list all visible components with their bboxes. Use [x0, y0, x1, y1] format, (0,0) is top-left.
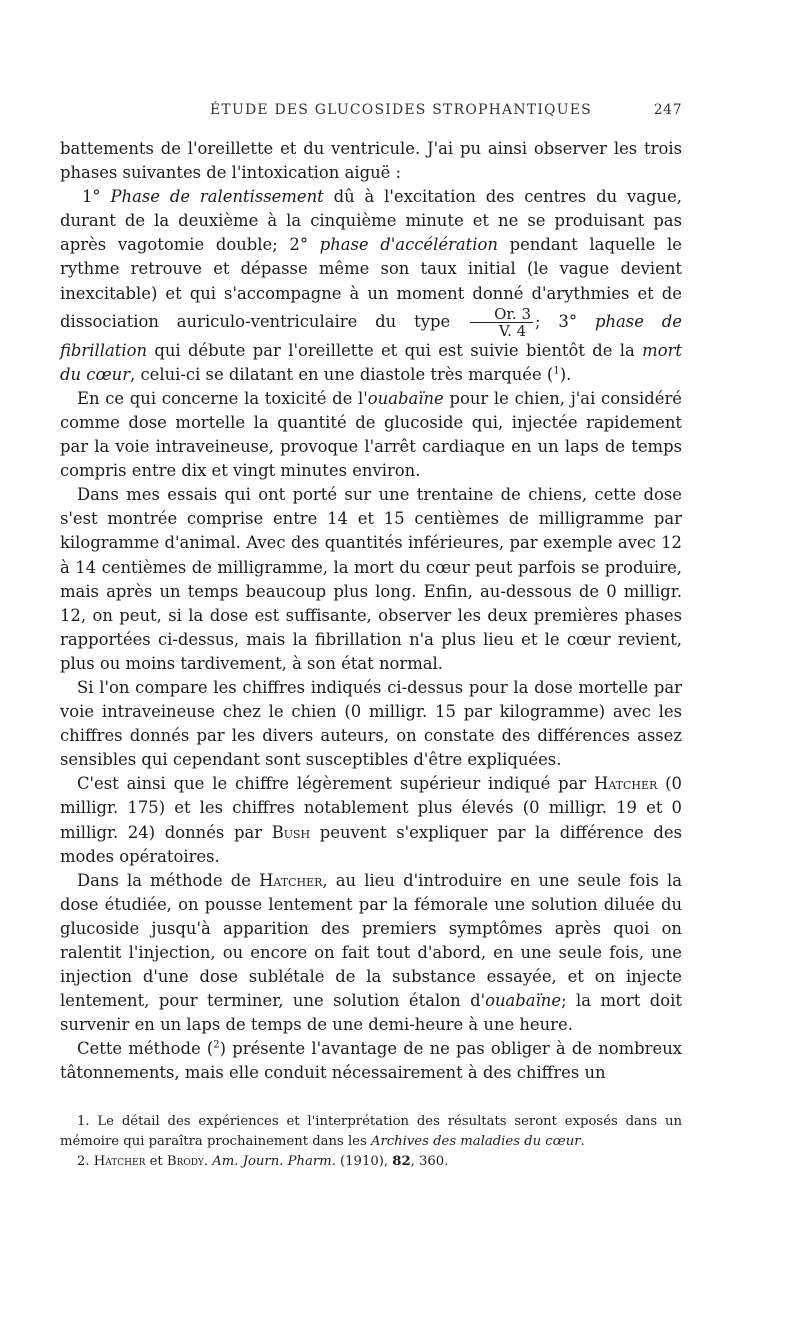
footnotes [60, 1112, 682, 1172]
paragraph-method-advantage: Cette méthode ($^2$) présente l'avantage de ne pas obliger à de nombreux tâtonnements, mais elle conduit nécessairement à des chiffres un [60, 1039, 682, 1083]
paragraph-comparison: Si l'on compare les chiffres indiqués ci-dessus pour la dose mortelle par voie intraveineuse chez le chien (0 milligr. 15 par kilogramme) avec les chiffres donnés par les divers auteurs, on constate des différences assez sensibles qui cependant sont susceptibles d'être expliquées. [60, 677, 682, 770]
phase-2-term: phase d'accélération [319, 235, 498, 255]
journal-title: Archives des maladies du cœur [370, 1134, 581, 1149]
fraction-or-v [470, 306, 533, 339]
main-text [60, 137, 682, 1086]
author-hatcher: Hatcher [259, 870, 323, 890]
footnote-ref-1: 1 [553, 365, 560, 377]
paragraph-phases: 1° Phase de ralentissement dû à l'excitation des centres du vague, durant de la deuxième à la cinquième minute et ne se produisant pas après vagotomie double; 2° phase d'accélération pendant laquelle le rythme retrouve et dépasse même son taux initial (le vague devient inexcitable) et qui s'accompagne à un moment donné d'arythmies et de dissociation auriculo-ventriculaire du type $\frac{Or. 3}{V. 4}$ ; 3° phase de fibrillation qui débute par l'oreillette et qui est suivie bientôt de la mort du cœur, celui-ci se dilatant en une diastole très marquée ($^1$). [60, 187, 682, 384]
author-brody: Brody [166, 1154, 204, 1169]
journal-abbrev: Am. Journ. Pharm. [212, 1154, 336, 1169]
footnote-ref-2: 2 [213, 1039, 220, 1051]
ouabaine-term: ouabaïne [367, 388, 444, 408]
page-number: 247 [653, 102, 682, 118]
phase-1-term: Phase de ralentissement [110, 187, 324, 207]
running-title: ÉTUDE DES GLUCOSIDES STROPHANTIQUES [210, 102, 592, 118]
author-hatcher: Hatcher [594, 774, 658, 794]
author-bush: Bush [271, 822, 311, 842]
paragraph-continuation: battements de l'oreillette et du ventricule. J'ai pu ainsi observer les trois phases suivantes de l'intoxication aiguë : [60, 139, 682, 183]
footnote-2: 2. Hatcher et Brody. Am. Journ. Pharm. (1910), 82, 360. [77, 1154, 449, 1169]
volume-number: 82 [392, 1154, 411, 1169]
fraction-numerator: Or. 3 [470, 306, 533, 323]
author-hatcher: Hatcher [93, 1154, 146, 1169]
phase-3-term: phase de fibrillation [60, 311, 682, 360]
ouabaine-term: ouabaïne [485, 991, 562, 1011]
paragraph-hatcher-bush: C'est ainsi que le chiffre légèrement supérieur indiqué par Hatcher (0 milligr. 175) et les chiffres notablement plus élevés (0 milligr. 19 et 0 milligr. 24) donnés par Bush peuvent s'expliquer par la différence des modes opératoires. [60, 774, 682, 866]
footnote-1: 1. Le détail des expériences et l'interprétation des résultats seront exposés dans un mémoire qui paraîtra prochainement dans les Archives des maladies du cœur. [60, 1114, 682, 1149]
paragraph-hatcher-method: Dans la méthode de Hatcher, au lieu d'introduire en une seule fois la dose étudiée, on pousse lentement par la fémorale une solution diluée du glucoside jusqu'à apparition des premiers symptômes après quoi on ralentit l'injection, ou encore on fait tout d'abord, en une seule fois, une injection d'une dose sublétale de la substance essayée, et on injecte lentement, pour terminer, une solution étalon d'ouabaïne; la mort doit survenir en un laps de temps de une demi-heure à une heure. [60, 870, 683, 1035]
paragraph-toxicity: En ce qui concerne la toxicité de l'ouabaïne pour le chien, j'ai considéré comme dose mortelle la quantité de glucoside qui, injectée rapidement par la voie intraveineuse, provoque l'arrêt cardiaque en un laps de temps compris entre dix et vingt minutes environ. [60, 388, 683, 481]
fraction-denominator: V. 4 [498, 321, 527, 340]
paragraph-trials: Dans mes essais qui ont porté sur une trentaine de chiens, cette dose s'est montrée comprise entre 14 et 15 centièmes de milligramme par kilogramme d'animal. Avec des quantités inférieures, par exemple avec 12 à 14 centièmes de milligramme, la mort du cœur peut parfois se produire, mais après un temps beaucoup plus long. Enfin, au-dessous de 0 milligr. 12, on peut, si la dose est suffisante, observer les deux premières phases rapportées ci-dessus, mais la fibrillation n'a plus lieu et le cœur revient, plus ou moins tardivement, à son état normal. [60, 485, 682, 673]
mort-du-coeur-term: mort du cœur [60, 340, 682, 384]
